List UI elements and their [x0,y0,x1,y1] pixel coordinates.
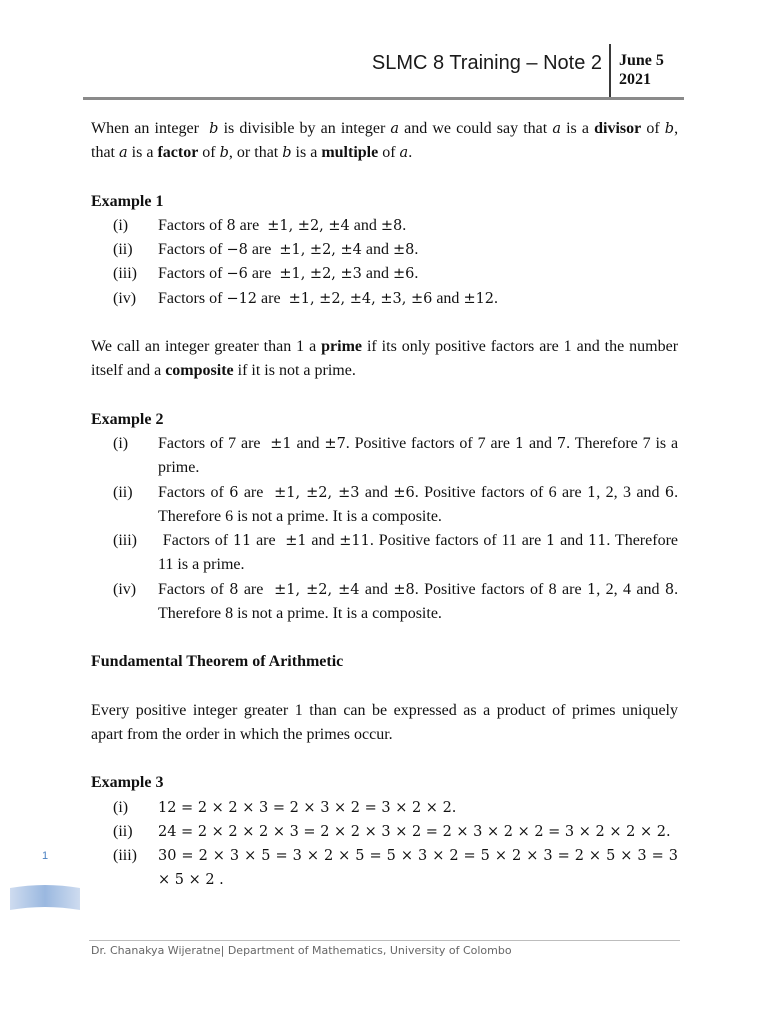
example-1-heading: Example 1 [91,192,164,210]
header-rule [83,97,684,100]
divisor-definition: When an integer b is divisible by an integer a and we could say that a is a divisor of b, that a is a factor of b, or that b is a multiple of a. [91,120,679,162]
header-divider [609,44,611,100]
example-3-list [91,796,678,893]
date-year: 2021 [619,71,651,88]
page-tab-graphic [10,884,80,910]
footer-rule [89,940,680,941]
footer-author: Dr. Chanakya Wijeratne| Department of Mathematics, University of Colombo [91,944,512,957]
fta-statement: Every positive integer greater 1 than can be expressed as a product of primes uniquely apart from the order in which the primes occur. [91,701,678,743]
list-item: (ii) Factors of −8 are ±1, ±2, ±4 and ±8. [113,241,419,259]
list-item: (iii) Factors of −6 are ±1, ±2, ±3 and ±6. [113,265,419,283]
term-divisor: divisor [594,120,642,137]
list-item: (i) 12 = 2 × 2 × 3 = 2 × 3 × 2 = 3 × 2 × 2. [113,798,457,816]
example-2-heading: Example 2 [91,410,164,428]
term-factor: factor [157,144,199,162]
example-1-list [91,214,678,311]
page-body [91,117,678,893]
prime-definition: We call an integer greater than 1 a prime if its only positive factors are 1 and the number itself and a composite if it is not a prime. [91,338,679,380]
example-2-list [91,432,678,626]
term-prime: prime [321,338,363,356]
list-item: (i) Factors of 7 are ±1 and ±7. Positive factors of 7 are 1 and 7. Therefore 7 is a prime. [113,434,679,477]
list-item: (iv) Factors of −12 are ±1, ±2, ±4, ±3, ±6 and ±12. [113,289,499,307]
example-3-heading: Example 3 [91,774,164,792]
fta-heading: Fundamental Theorem of Arithmetic [91,653,344,671]
note-title: SLMC 8 Training – Note 2 [371,52,602,74]
list-item: (ii) Factors of 6 are ±1, ±2, ±3 and ±6. Positive factors of 6 are 1, 2, 3 and 6. Therefore 6 is not a prime. It is a composite. [113,483,679,525]
list-item: (iii) Factors of 11 are ±1 and ±11. Positive factors of 11 are 1 and 11. Therefore 11 is a prime. [113,532,678,574]
term-composite: composite [165,362,234,380]
list-item: (iv) Factors of 8 are ±1, ±2, ±4 and ±8. Positive factors of 8 are 1, 2, 4 and 8. Therefore 8 is not a prime. It is a composite. [113,580,679,623]
note-date [619,51,664,89]
term-multiple: multiple [321,144,379,162]
date-day: June 5 [619,52,664,69]
list-item: (iii) 30 = 2 × 3 × 5 = 3 × 2 × 5 = 5 × 3 × 2 = 5 × 2 × 3 = 2 × 5 × 3 = 3 × 5 × 2 . [113,847,678,889]
page-number: 1 [42,850,49,862]
list-item: (ii) 24 = 2 × 2 × 2 × 3 = 2 × 2 × 3 × 2 = 2 × 3 × 2 × 2 = 3 × 2 × 2 × 2. [113,822,671,840]
list-item: (i) Factors of 8 are ±1, ±2, ±4 and ±8. [113,216,407,234]
